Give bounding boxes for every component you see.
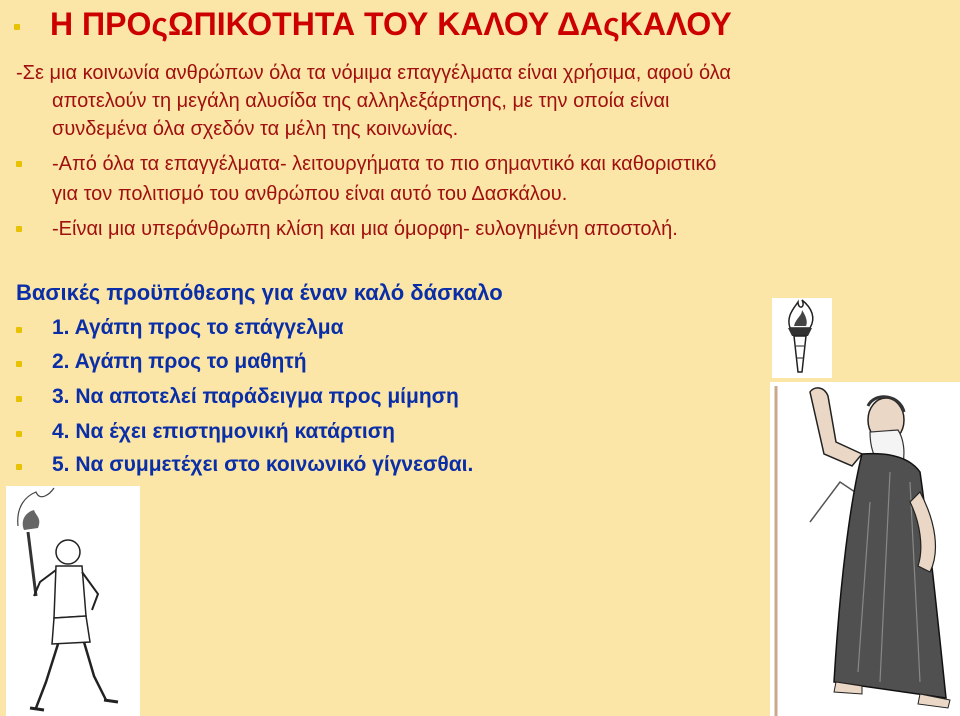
intro-line-1: -Σε μια κοινωνία ανθρώπων όλα τα νόμιμα επαγγέλματα είναι χρήσιμα, αφού όλα bbox=[16, 62, 731, 84]
req-bullet-4 bbox=[16, 431, 22, 437]
req-item-5: 5. Να συμμετέχει στο κοινωνικό γίγνεσθαι. bbox=[52, 453, 474, 476]
point1-line-2: για τον πολιτισμό του ανθρώπου είναι αυτό του Δασκάλου. bbox=[52, 183, 568, 205]
runner-image bbox=[6, 486, 140, 716]
intro-line-3: συνδεμένα όλα σχεδόν τα μέλη της κοινωνίας. bbox=[52, 118, 459, 140]
point2-line: -Είναι μια υπεράνθρωπη κλίση και μια όμορφη- ευλογημένη αποστολή. bbox=[52, 218, 678, 240]
req-item-3: 3. Να αποτελεί παράδειγμα προς μίμηση bbox=[52, 385, 459, 408]
philosopher-figure-icon bbox=[770, 382, 960, 716]
title-bullet bbox=[14, 24, 20, 30]
req-item-2: 2. Αγάπη προς το μαθητή bbox=[52, 350, 307, 373]
req-bullet-2 bbox=[16, 361, 22, 367]
point2-bullet bbox=[16, 226, 22, 232]
req-item-4: 4. Να έχει επιστημονική κατάρτιση bbox=[52, 420, 395, 443]
torch-icon bbox=[772, 298, 832, 378]
philosopher-image bbox=[770, 382, 960, 716]
intro-line-2: αποτελούν τη μεγάλη αλυσίδα της αλληλεξάρτησης, με την οποία είναι bbox=[52, 90, 670, 112]
req-bullet-5 bbox=[16, 464, 22, 470]
slide-title: Η ΠΡΟςΩΠΙΚΟΤΗΤΑ ΤΟΥ ΚΑΛΟΥ ΔΑςΚΑΛΟΥ bbox=[50, 6, 732, 42]
torch-image bbox=[772, 298, 832, 378]
req-bullet-1 bbox=[16, 327, 22, 333]
req-bullet-3 bbox=[16, 396, 22, 402]
requirements-title: Βασικές προϋπόθεσης για έναν καλό δάσκαλο bbox=[16, 280, 503, 305]
point1-bullet bbox=[16, 161, 22, 167]
point1-line-1: -Από όλα τα επαγγέλματα- λειτουργήματα το πιο σημαντικό και καθοριστικό bbox=[52, 153, 717, 175]
torch-runner-icon bbox=[6, 486, 140, 716]
req-item-1: 1. Αγάπη προς το επάγγελμα bbox=[52, 316, 344, 339]
